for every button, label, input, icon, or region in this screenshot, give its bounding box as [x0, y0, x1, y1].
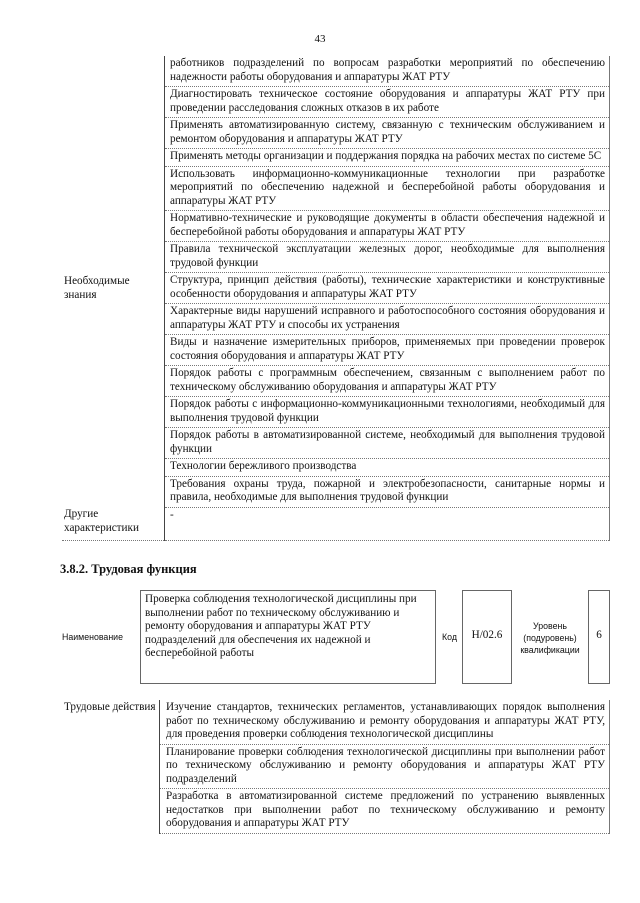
code-label: Код: [442, 632, 457, 642]
table-row: Изучение стандартов, технических регламентов, устанавливающих порядок выполнения работ по техническому обслуживанию и ремонту оборудования и аппаратуры ЖАТ РТУ, для проведения проверки соблюдения технологической дисциплины: [160, 700, 610, 744]
other-label: Другие характеристики: [62, 507, 165, 541]
page-number: 43: [314, 33, 326, 45]
table-row: Порядок работы в автоматизированной системе, необходимый для выполнения трудовой функции: [165, 428, 610, 459]
table-row: Нормативно-технические и руководящие документы в области обеспечения надежной и бесперебойной работы оборудования и аппаратуры ЖАТ РТУ: [165, 211, 610, 242]
knowledge-table: [62, 56, 610, 541]
table-row: Диагностировать техническое состояние оборудования и аппаратуры ЖАТ РТУ при проведении расследования сложных отказов в их работе: [165, 87, 610, 118]
code-value: H/02.6: [471, 629, 503, 641]
level-value: 6: [596, 629, 602, 641]
table-row: Порядок работы с программным обеспечением, связанным с выполнением работ по техническому обслуживанию оборудования и аппаратуры ЖАТ РТУ: [165, 366, 610, 397]
table-row: Правила технической эксплуатации железных дорог, необходимые для выполнения трудовой функции: [165, 242, 610, 273]
name-box: [140, 590, 436, 684]
name-value: Проверка соблюдения технологической дисциплины при выполнении работ по техническому обслуживанию и ремонту оборудования и аппаратуры ЖАТ РТУ подразделений для обеспечения их надежной и бесперебойной работы: [145, 593, 417, 659]
section-title: 3.8.2. Трудовая функция: [60, 562, 197, 576]
code-box: [462, 590, 512, 684]
actions-table: [62, 700, 610, 834]
table-row: Использовать информационно-коммуникационные технологии при разработке мероприятий по обеспечению надежной и бесперебойной работы оборудования и аппаратуры ЖАТ РТУ: [165, 166, 610, 211]
actions-label: Трудовые действия: [62, 700, 160, 833]
table-row: Требования охраны труда, пожарной и электробезопасности, санитарные нормы и правила, необходимые для выполнения трудовой функции: [165, 476, 610, 507]
table-row: Технологии бережливого производства: [165, 459, 610, 477]
table-row: Характерные виды нарушений исправного и работоспособного состояния оборудования и аппаратуры ЖАТ РТУ и способы их устранения: [165, 304, 610, 335]
other-value: -: [165, 507, 610, 541]
table-row: Виды и назначение измерительных приборов, применяемых при проведении проверок состояния оборудования и аппаратуры ЖАТ РТУ: [165, 335, 610, 366]
level-label: Уровень (подуровень) квалификации: [520, 621, 580, 655]
table-row: Порядок работы с информационно-коммуникационными технологиями, необходимый для выполнения трудовой функции: [165, 397, 610, 428]
level-box: [588, 590, 610, 684]
table-row: Структура, принцип действия (работы), технические характеристики и конструктивные особенности оборудования и аппаратуры ЖАТ РТУ: [165, 273, 610, 304]
table-row: работников подразделений по вопросам разработки мероприятий по обеспечению надежности работы оборудования и аппаратуры ЖАТ РТУ: [165, 56, 610, 87]
knowledge-label: Необходимые знания: [64, 275, 130, 301]
table-row: Планирование проверки соблюдения технологической дисциплины при выполнении работ по техническому обслуживанию и ремонту оборудования и аппаратуры ЖАТ РТУ подразделений: [160, 744, 610, 789]
table-row: Применять автоматизированную систему, связанную с техническим обслуживанием и ремонтом оборудования и аппаратуры ЖАТ РТУ: [165, 118, 610, 149]
table-row: Применять методы организации и поддержания порядка на рабочих местах по системе 5С: [165, 149, 610, 167]
table-row: Разработка в автоматизированной системе предложений по устранению выявленных недостатков при выполнении работ по техническому обслуживанию и ремонту оборудования и аппаратуры ЖАТ РТУ: [160, 789, 610, 834]
name-label: Наименование: [62, 632, 123, 642]
